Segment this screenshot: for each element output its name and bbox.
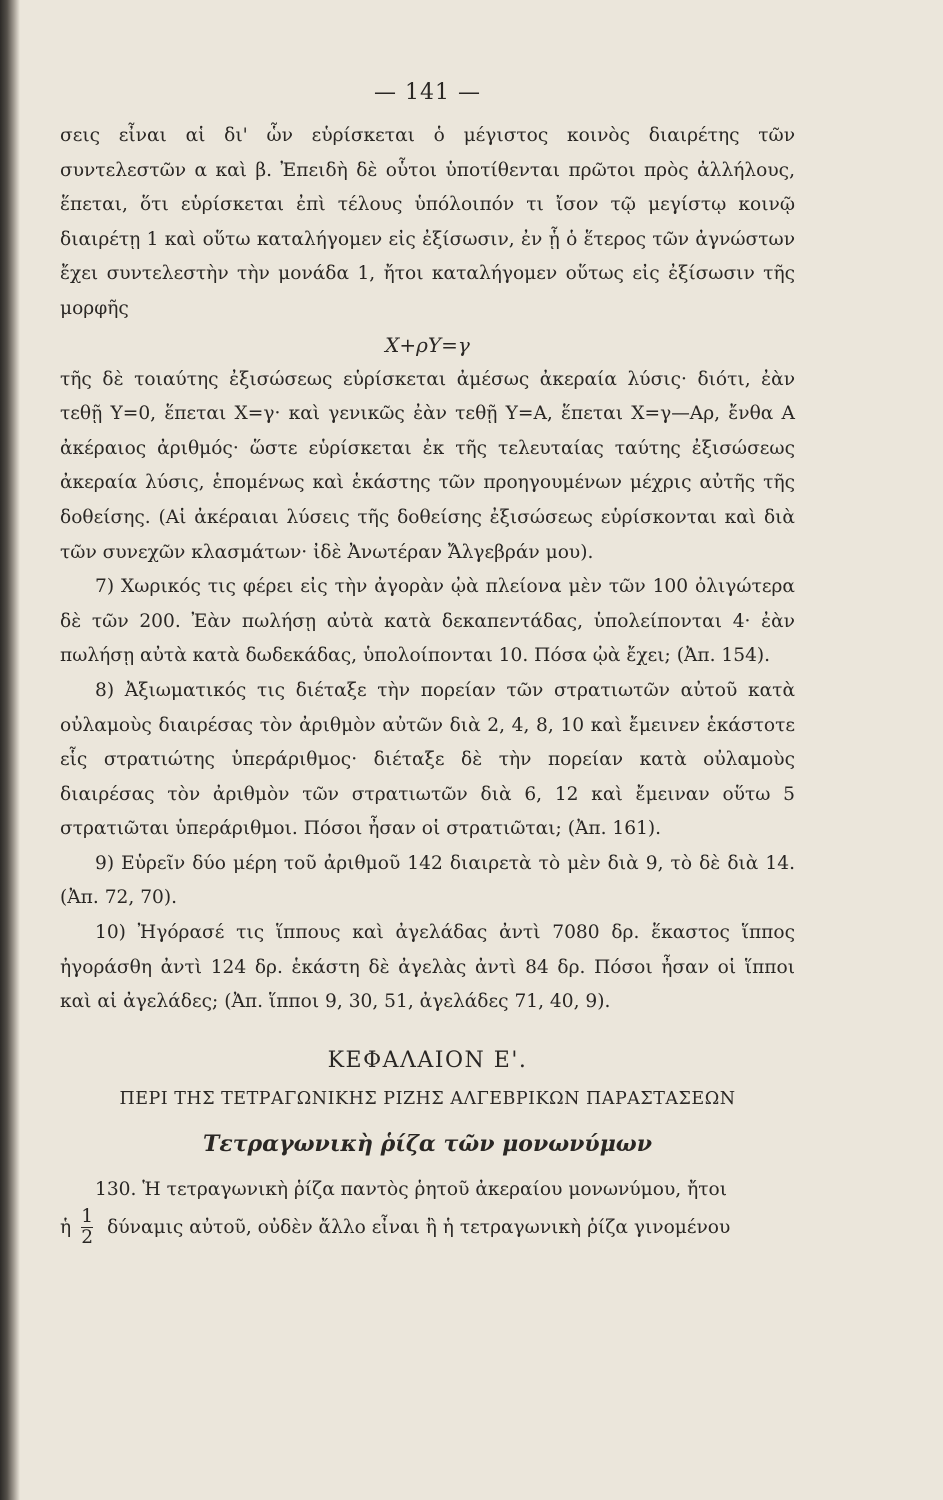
exercise-7: 7) Χωρικός τις φέρει εἰς τὴν ἀγορὰν ᾠὰ πλείονα μὲν τῶν 100 ὀλιγώτερα δὲ τῶν 200. Ἐὰν πωλήσῃ αὐτὰ κατὰ δεκαπεντάδας, ὑπολείπονται 4· ἐὰν πωλήσῃ αὐτὰ κατὰ δωδεκάδας, ὑπολοίπονται 10. Πόσα ᾠὰ ἔχει; (Ἀπ. 154). — [60, 576, 795, 667]
exercise-10: 10) Ἠγόρασέ τις ἵππους καὶ ἀγελάδας ἀντὶ 7080 δρ. ἕκαστος ἵππος ἠγοράσθη ἀντὶ 124 δρ. ἑκάστη δὲ ἀγελὰς ἀντὶ 84 δρ. Πόσοι ἦσαν οἱ ἵπποι καὶ αἱ ἀγελάδες; (Ἀπ. ἵπποι 9, 30, 51, ἀγελάδες 71, 40, 9). — [60, 922, 795, 1013]
exercise-8: 8) Ἀξιωματικός τις διέταξε τὴν πορείαν τῶν στρατιωτῶν αὐτοῦ κατὰ οὐλαμοὺς διαιρέσας τὸν ἀριθμὸν αὐτῶν διὰ 2, 4, 8, 10 καὶ ἔμεινεν ἑκάστοτε εἷς στρατιώτης ὑπεράριθμος· διέταξε δὲ τὴν πορείαν κατὰ οὐλαμοὺς διαιρέσας τὸν ἀριθμὸν τῶν στρατιωτῶν διὰ 6, 12 καὶ ἔμειναν οὕτω 5 στρατιῶται ὑπεράριθμοι. Πόσοι ἦσαν οἱ στρατιῶται; (Ἀπ. 161). — [60, 679, 795, 840]
fraction-numerator: 1 — [81, 1206, 94, 1228]
paragraph-130-continued — [60, 1207, 795, 1248]
chapter-subtitle: ΠΕΡΙ ΤΗΣ ΤΕΤΡΑΓΩΝΙΚΗΣ ΡΙΖΗΣ ΑΛΓΕΒΡΙΚΩΝ ΠΑΡΑΣΤΑΣΕΩΝ — [119, 1088, 736, 1109]
section-title: Τετραγωνικὴ ῥίζα τῶν μονωνύμων — [202, 1130, 653, 1157]
exercise-9: 9) Εὑρεῖν δύο μέρη τοῦ ἀριθμοῦ 142 διαιρετὰ τὸ μὲν διὰ 9, τὸ δὲ διὰ 14. (Ἀπ. 72, 70). — [60, 852, 795, 909]
paragraph-130: 130. Ἡ τετραγωνικὴ ῥίζα παντὸς ῥητοῦ ἀκεραίου μονωνύμου, ἤτοι — [95, 1178, 727, 1200]
book-page — [60, 80, 795, 1248]
equation: X+ρY=γ — [385, 332, 470, 357]
page-number: — 141 — — [374, 80, 481, 105]
prefix-article: ἡ — [60, 1217, 72, 1239]
fraction-denominator: 2 — [81, 1227, 94, 1249]
paragraph-solution: τῆς δὲ τοιαύτης ἐξισώσεως εὑρίσκεται ἀμέσως ἀκεραία λύσις· διότι, ἐὰν τεθῇ Y=0, ἕπεται X=γ· καὶ γενικῶς ἐὰν τεθῇ Y=A, ἕπεται X=γ—Aρ, ἔνθα A ἀκέραιος ἀριθμός· ὥστε εὑρίσκεται ἐκ τῆς τελευταίας ταύτης ἐξισώσεως ἀκεραία λύσις, ἑπομένως καὶ ἑκάστης τῶν προηγουμένων μέχρις αὐτῆς τῆς δοθείσης. (Αἱ ἀκέραιαι λύσεις τῆς δοθείσης ἐξισώσεως εὑρίσκονται καὶ διὰ τῶν συνεχῶν κλασμάτων· ἰδὲ Ἀνωτέραν Ἄλγεβράν μου). — [60, 368, 795, 563]
paragraph-continuation: σεις εἶναι αἱ δι' ὧν εὑρίσκεται ὁ μέγιστος κοινὸς διαιρέτης τῶν συντελεστῶν α καὶ β. Ἐπειδὴ δὲ οὗτοι ὑποτίθενται πρῶτοι πρὸς ἀλλήλους, ἕπεται, ὅτι εὑρίσκεται ἐπὶ τέλους ὑπόλοιπόν τι ἴσον τῷ μεγίστῳ κοινῷ διαιρέτῃ 1 καὶ οὕτω καταλήγομεν εἰς ἐξίσωσιν, ἐν ᾗ ὁ ἕτερος τῶν ἀγνώστων ἔχει συντελεστὴν τὴν μονάδα 1, ἤτοι καταλήγομεν οὕτως εἰς ἐξίσωσιν τῆς μορφῆς — [60, 125, 795, 319]
book-binding-shadow — [0, 0, 20, 1500]
chapter-title: ΚΕΦΑΛΑΙΟΝ Ε'. — [327, 1047, 528, 1073]
fraction-one-half — [81, 1207, 93, 1248]
continued-text: δύναμις αὐτοῦ, οὐδὲν ἄλλο εἶναι ἢ ἡ τετραγωνικὴ ῥίζα γινομένου — [107, 1217, 731, 1239]
